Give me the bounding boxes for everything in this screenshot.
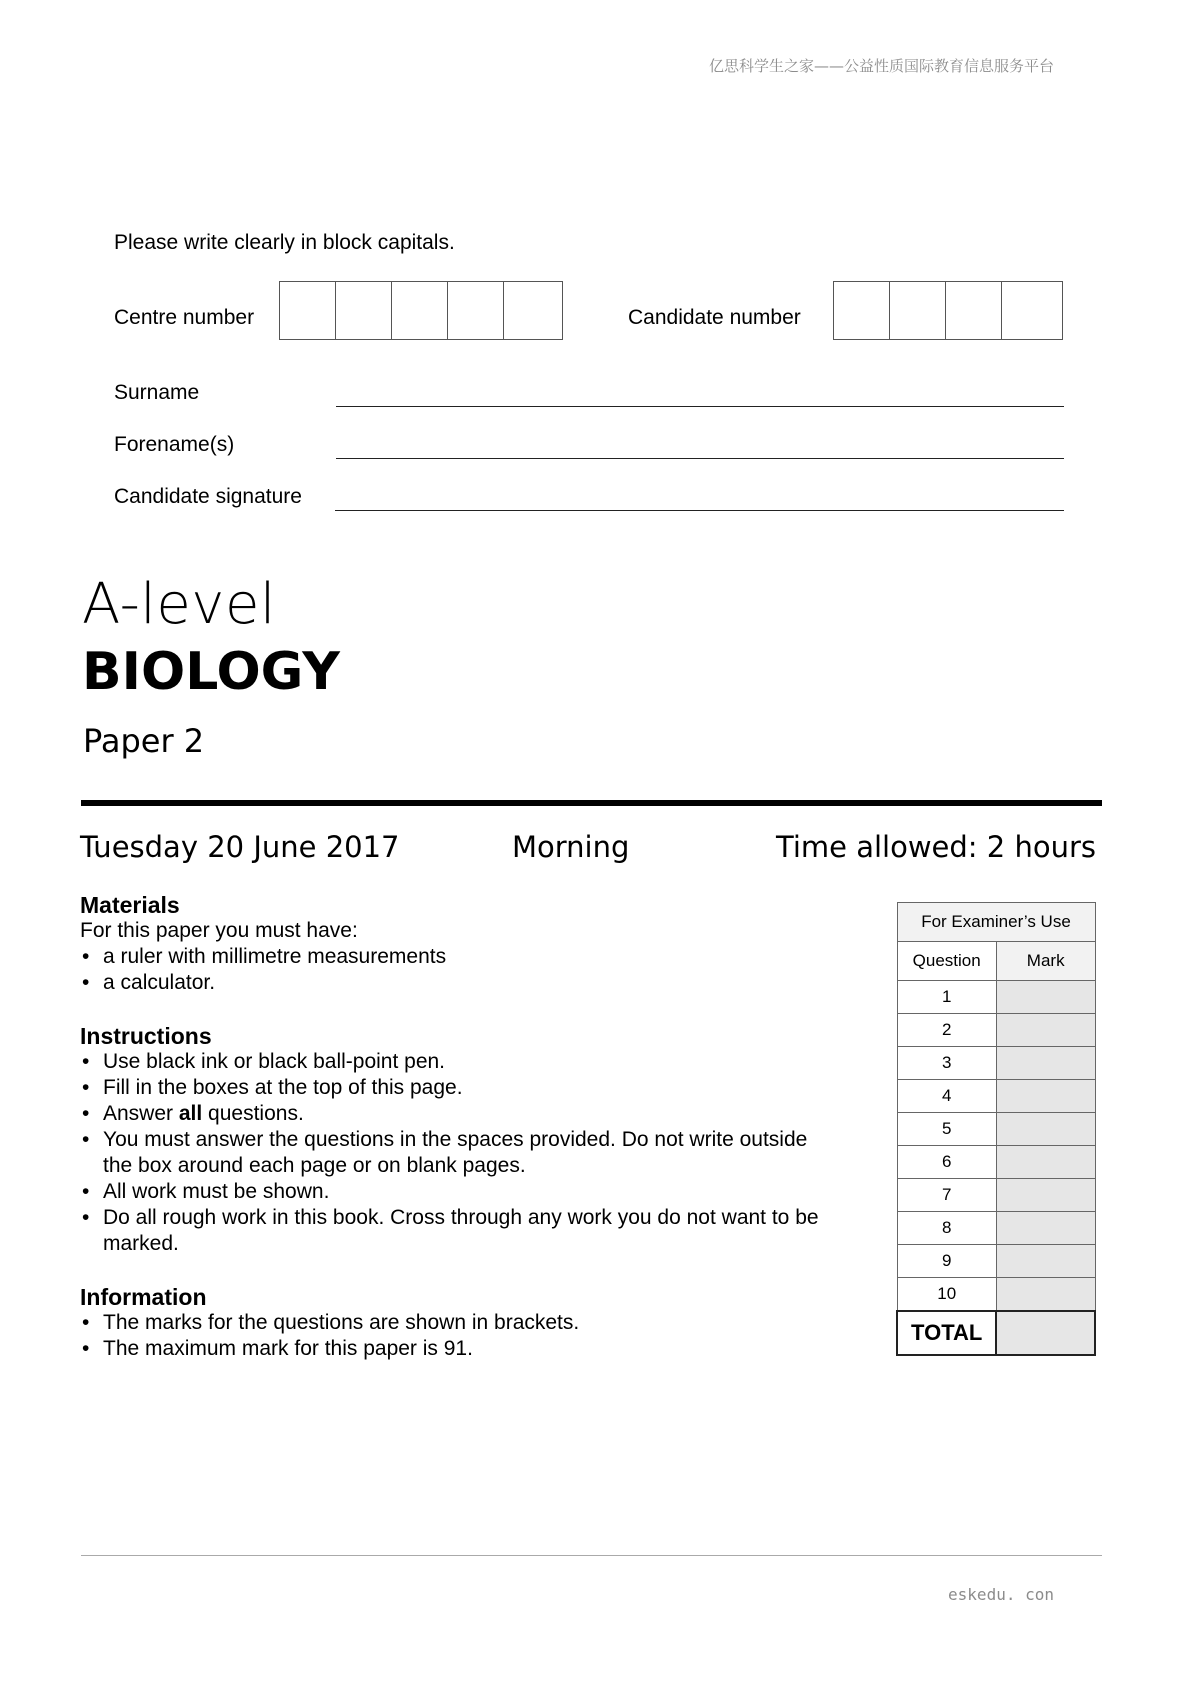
list-item: • a calculator. [80,970,820,996]
candidate-number-cell[interactable] [946,282,1002,339]
mark-cell[interactable] [996,1014,1095,1047]
list-item: • All work must be shown. [80,1179,820,1205]
table-row [897,1146,1095,1179]
question-column-header: Question [897,942,996,981]
table-row [897,1047,1095,1080]
examiner-use-title: For Examiner’s Use [897,903,1095,942]
question-number: 8 [897,1212,996,1245]
paper-number: Paper 2 [83,722,205,760]
mark-cell[interactable] [996,1113,1095,1146]
answer-all-post: questions. [202,1102,304,1125]
subject-title: BIOLOGY [82,642,340,702]
table-row [897,1080,1095,1113]
examiner-use-table-wrapper [896,902,1096,1356]
title-rule [81,800,1102,806]
watermark-footer: eskedu. con [948,1585,1054,1604]
question-number: 4 [897,1080,996,1113]
question-number: 10 [897,1278,996,1312]
question-number: 2 [897,1014,996,1047]
instructions-list [80,1049,820,1257]
instructions-heading: Instructions [80,1023,212,1049]
forenames-label: Forename(s) [114,433,235,456]
list-item [80,1101,820,1127]
question-number: 9 [897,1245,996,1278]
list-item: • The marks for the questions are shown in brackets. [80,1310,820,1336]
materials-list [80,944,820,996]
mark-cell[interactable] [996,1146,1095,1179]
mark-cell[interactable] [996,981,1095,1014]
centre-number-boxes[interactable] [279,281,563,340]
list-item: • Fill in the boxes at the top of this page. [80,1075,820,1101]
mark-cell[interactable] [996,1212,1095,1245]
centre-number-cell[interactable] [504,282,560,339]
list-item: • The maximum mark for this paper is 91. [80,1336,820,1362]
surname-label: Surname [114,381,200,404]
question-number: 7 [897,1179,996,1212]
question-number: 3 [897,1047,996,1080]
centre-number-cell[interactable] [336,282,392,339]
mark-cell[interactable] [996,1278,1095,1312]
surname-field[interactable] [336,406,1064,407]
candidate-number-label: Candidate number [628,306,801,329]
list-item: • You must answer the questions in the spaces provided. Do not write outside the box around each page or on blank pages. [80,1127,820,1179]
table-row [897,1245,1095,1278]
examiner-use-table [896,902,1096,1356]
mark-column-header: Mark [996,942,1095,981]
centre-number-cell[interactable] [448,282,504,339]
mark-cell[interactable] [996,1080,1095,1113]
question-number: 6 [897,1146,996,1179]
materials-heading: Materials [80,892,180,918]
table-row [897,1278,1095,1312]
centre-number-label: Centre number [114,306,255,329]
total-label: TOTAL [897,1311,996,1355]
list-item: • Use black ink or black ball-point pen. [80,1049,820,1075]
list-item: • a ruler with millimetre measurements [80,944,820,970]
materials-intro: For this paper you must have: [80,919,358,942]
signature-label: Candidate signature [114,485,302,508]
mark-cell[interactable] [996,1047,1095,1080]
list-item: • Do all rough work in this book. Cross through any work you do not want to be marked. [80,1205,820,1257]
candidate-number-cell[interactable] [1002,282,1058,339]
mark-cell[interactable] [996,1179,1095,1212]
mark-cell[interactable] [996,1245,1095,1278]
candidate-number-cell[interactable] [834,282,890,339]
table-row [897,1212,1095,1245]
materials-section [80,892,820,996]
exam-date: Tuesday 20 June 2017 [80,830,400,864]
information-list [80,1310,820,1362]
table-row [897,981,1095,1014]
table-row [897,1113,1095,1146]
centre-number-cell[interactable] [392,282,448,339]
exam-session: Morning [512,830,630,864]
table-row [897,1179,1095,1212]
centre-number-cell[interactable] [280,282,336,339]
question-rows [897,981,1095,1312]
question-number: 1 [897,981,996,1014]
answer-all-emphasis: all [178,1102,203,1125]
answer-all-pre: Answer [103,1102,179,1125]
question-number: 5 [897,1113,996,1146]
candidate-number-cell[interactable] [890,282,946,339]
instructions-section [80,1023,820,1257]
total-mark-cell[interactable] [996,1311,1095,1355]
candidate-number-boxes[interactable] [833,281,1063,340]
qualification-level: A-level [82,572,276,637]
forenames-field[interactable] [336,458,1064,459]
table-row [897,1014,1095,1047]
watermark-header: 亿思科学生之家——公益性质国际教育信息服务平台 [708,57,1054,75]
signature-field[interactable] [335,510,1064,511]
form-prompt: Please write clearly in block capitals. [114,231,455,254]
time-allowed: Time allowed: 2 hours [776,830,1096,864]
footer-rule [81,1555,1102,1556]
information-section [80,1284,820,1362]
information-heading: Information [80,1284,207,1310]
